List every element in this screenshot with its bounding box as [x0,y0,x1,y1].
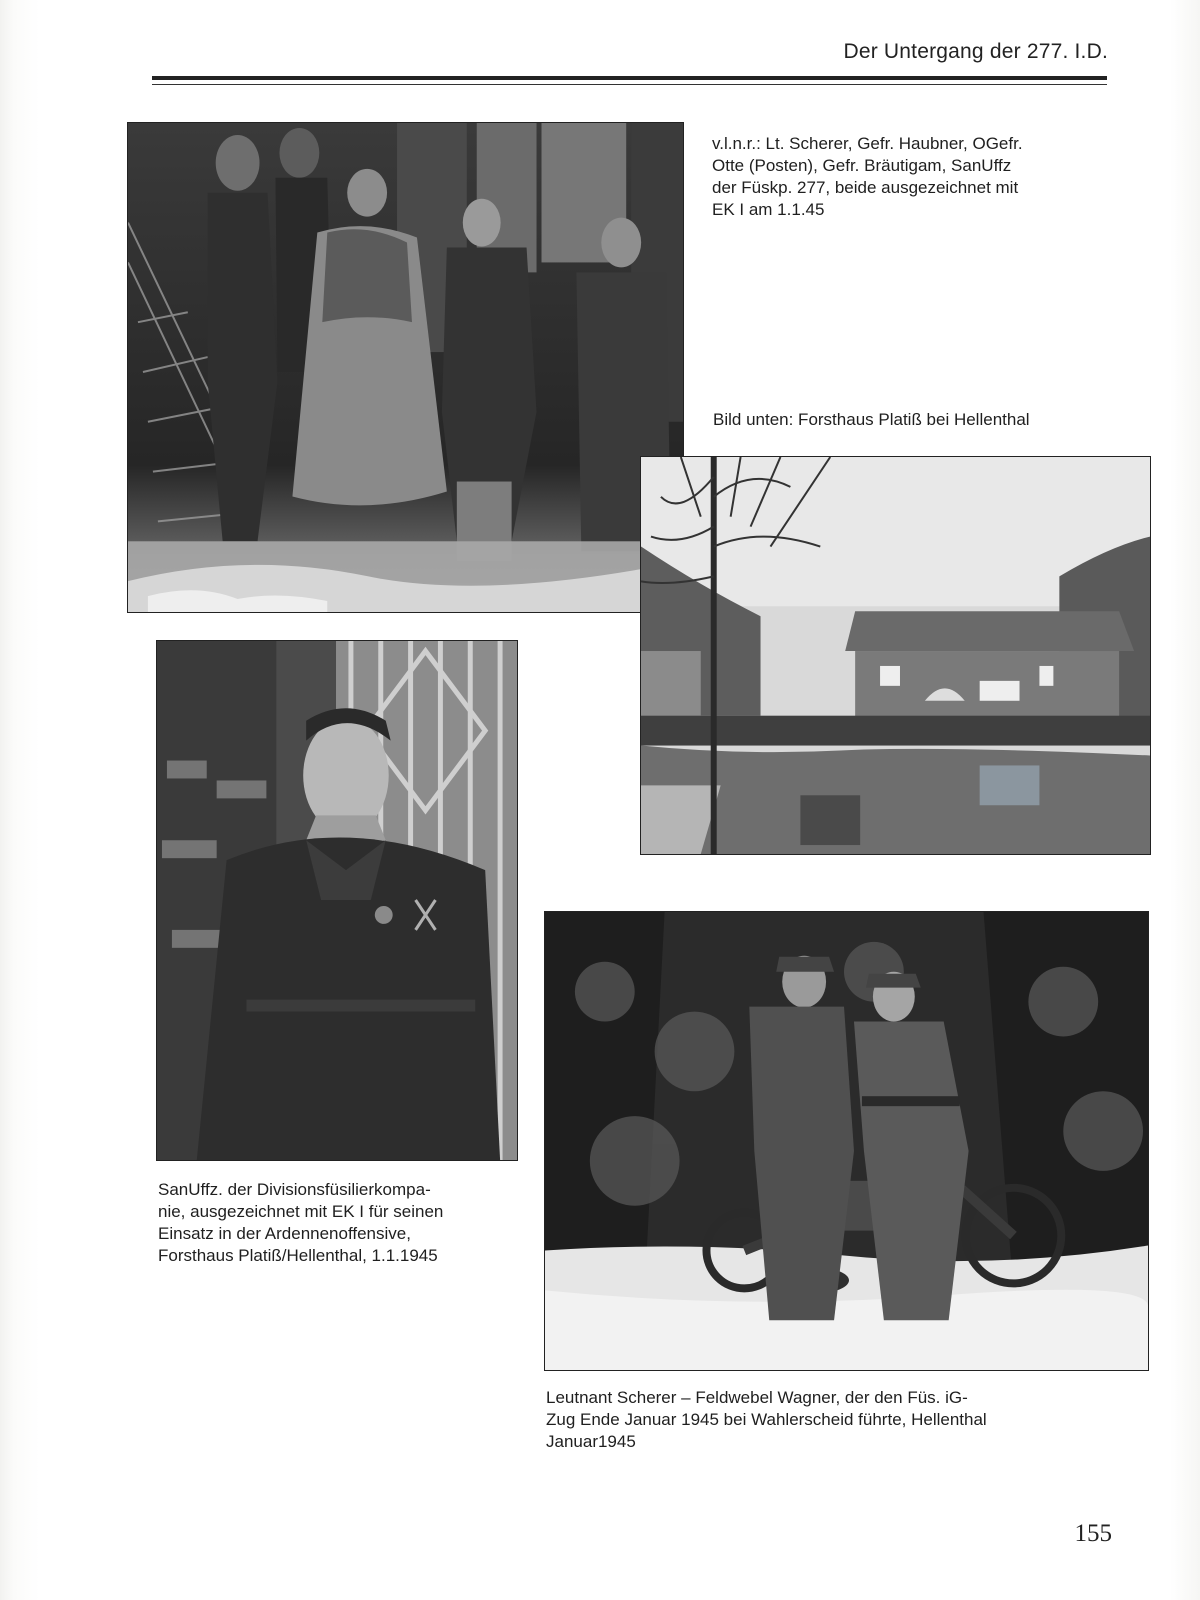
forsthaus-photo-caption [713,409,1030,431]
caption-line: nie, ausgezeichnet mit EK I für seinen [158,1202,444,1221]
caption-line: Bild unten: Forsthaus Platiß bei Hellenthal [713,410,1030,429]
header-rule-thin [152,84,1107,85]
caption-line: Einsatz in der Ardennenoffensive, [158,1224,411,1243]
caption-line: SanUffz. der Divisionsfüsilierkompa- [158,1180,431,1199]
motorcycle-photo [544,911,1149,1371]
caption-line: der Füskp. 277, beide ausgezeichnet mit [712,178,1019,197]
group-photo-image [128,123,683,612]
caption-line: Januar1945 [546,1432,636,1451]
sanuffz-portrait-photo [156,640,518,1161]
caption-line: Leutnant Scherer – Feldwebel Wagner, der den Füs. iG- [546,1388,968,1407]
header-rule-thick [152,76,1107,80]
group-photo [127,122,684,613]
motorcycle-photo-caption [546,1387,987,1453]
motorcycle-photo-image [545,912,1148,1370]
group-photo-caption [712,133,1023,221]
sanuffz-photo-caption [158,1179,443,1267]
sanuffz-portrait-image [157,641,517,1160]
caption-line: Otte (Posten), Gefr. Bräutigam, SanUffz [712,156,1012,175]
caption-line: Zug Ende Januar 1945 bei Wahlerscheid führte, Hellenthal [546,1410,987,1429]
page-number: 155 [1074,1520,1112,1547]
caption-line: v.l.n.r.: Lt. Scherer, Gefr. Haubner, OGefr. [712,134,1023,153]
forsthaus-photo [640,456,1151,855]
forsthaus-photo-image [641,457,1150,854]
running-title: Der Untergang der 277. I.D. [843,40,1108,63]
caption-line: Forsthaus Platiß/Hellenthal, 1.1.1945 [158,1246,438,1265]
caption-line: EK I am 1.1.45 [712,200,825,219]
